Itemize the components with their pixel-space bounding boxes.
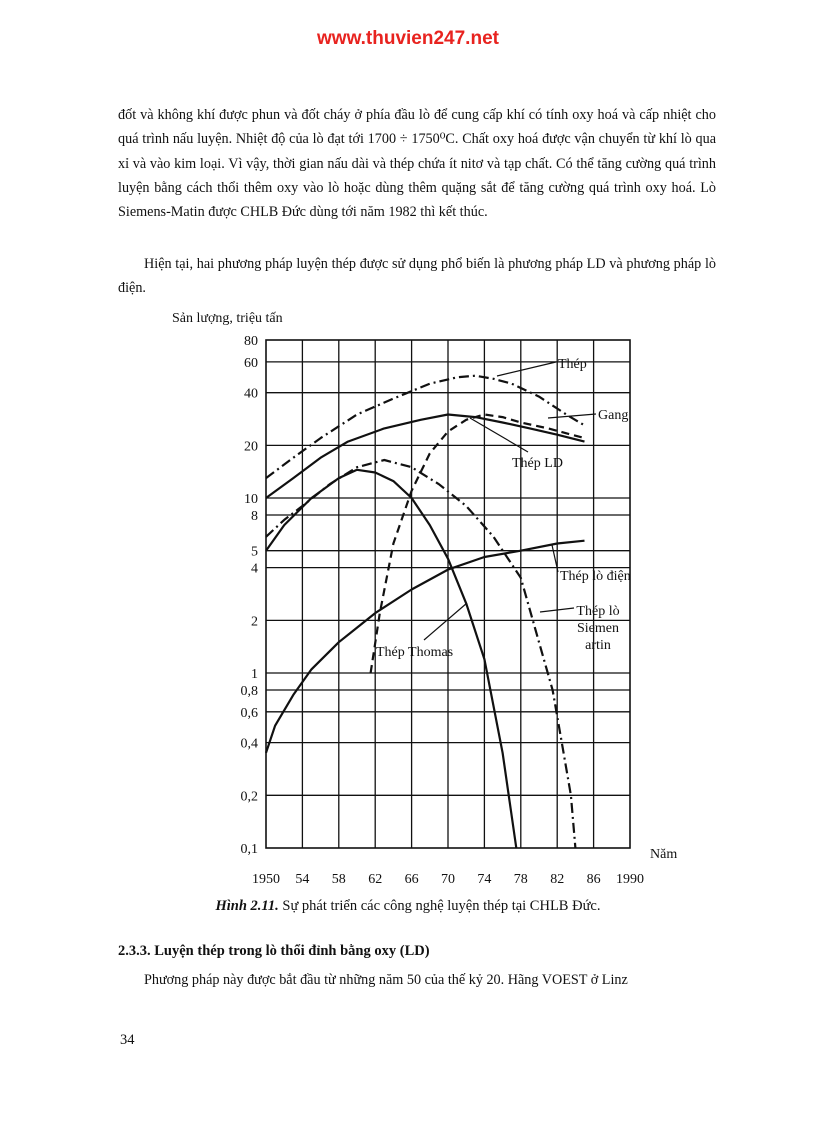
y-tick-label: 0,4	[240, 736, 258, 752]
x-tick-label: 54	[295, 872, 310, 887]
x-tick-label: 86	[586, 872, 601, 887]
x-tick-label: 74	[477, 872, 492, 887]
y-tick-label: 80	[244, 334, 258, 349]
x-tick-label: 66	[404, 872, 419, 887]
figure-caption-label: Hình 2.11.	[215, 898, 279, 914]
x-tick-label: 70	[441, 872, 455, 887]
x-tick-label: 1990	[616, 872, 644, 887]
y-tick-label: 60	[244, 355, 258, 371]
series-label: Thép Thomas	[376, 645, 454, 660]
paragraph-current-methods: Hiện tại, hai phương pháp luyện thép được sử dụng phổ biến là phương pháp LD và phương pháp lò điện.	[118, 256, 716, 297]
y-tick-label: 1	[251, 667, 258, 683]
y-tick-label: 2	[251, 614, 258, 630]
page-number: 34	[120, 1032, 135, 1048]
x-axis-title: Năm	[650, 847, 678, 862]
figure-caption	[0, 898, 816, 915]
y-tick-label: 8	[251, 508, 258, 524]
y-tick-label: 40	[244, 386, 258, 402]
figure-caption-text: Sự phát triển các công nghệ luyện thép tại CHLB Đức.	[278, 898, 601, 914]
x-tick-label: 78	[513, 872, 528, 887]
series-label: Thép lò Siemen artin	[576, 604, 620, 653]
section-heading: 2.3.3. Luyện thép trong lò thổi đỉnh bằng oxy (LD)	[118, 943, 430, 959]
leader-line	[470, 418, 528, 452]
leader-line	[424, 603, 467, 640]
y-tick-label: 5	[251, 544, 258, 560]
x-tick-label: 58	[331, 872, 346, 887]
chart-series-layer	[266, 376, 585, 848]
y-tick-label: 10	[244, 492, 258, 508]
series-label: Thép LD	[512, 456, 563, 471]
series-label: Gang	[598, 408, 629, 423]
x-tick-label: 82	[550, 872, 565, 887]
leader-line	[497, 362, 556, 376]
x-tick-label: 62	[368, 872, 383, 887]
y-axis-title: Sản lượng, triệu tấn	[172, 311, 283, 326]
paragraph-siemens-martin: đốt và không khí được phun và đốt cháy ở phía đầu lò để cung cấp khí có tính oxy hoá và cấp nhiệt cho quá trình nấu luyện. Nhiệt độ của lò đạt tới 1700 ÷ 1750⁰C. Chất oxy hoá được vận chuyển từ khí lò qua xỉ và vào kim loại. Vì vậy, thời gian nấu dài và thép chứa ít nitơ và tạp chất. Có thể tăng cường quá trình luyện bằng cách thổi thêm oxy vào lò hoặc dùng thêm quặng sắt để tăng cường quá trình oxy hoá. Lò Siemens-Matin được CHLB Đức dùng tới năm 1982 thì kết thúc.	[118, 107, 716, 221]
y-tick-label: 4	[251, 561, 258, 577]
x-tick-label: 1950	[252, 872, 280, 887]
y-tick-label: 0,1	[240, 842, 258, 857]
y-tick-label: 20	[244, 439, 258, 455]
site-watermark: www.thuvien247.net	[317, 28, 499, 49]
series-label: Thép	[558, 357, 587, 372]
paragraph-ld-intro: Phương pháp này được bắt đầu từ những năm 50 của thế kỷ 20. Hãng VOEST ở Linz	[144, 972, 628, 988]
series-label: Thép lò điện	[560, 569, 631, 584]
y-tick-label: 0,6	[240, 705, 258, 721]
y-tick-label: 0,2	[240, 789, 258, 805]
y-tick-label: 0,8	[240, 683, 258, 699]
